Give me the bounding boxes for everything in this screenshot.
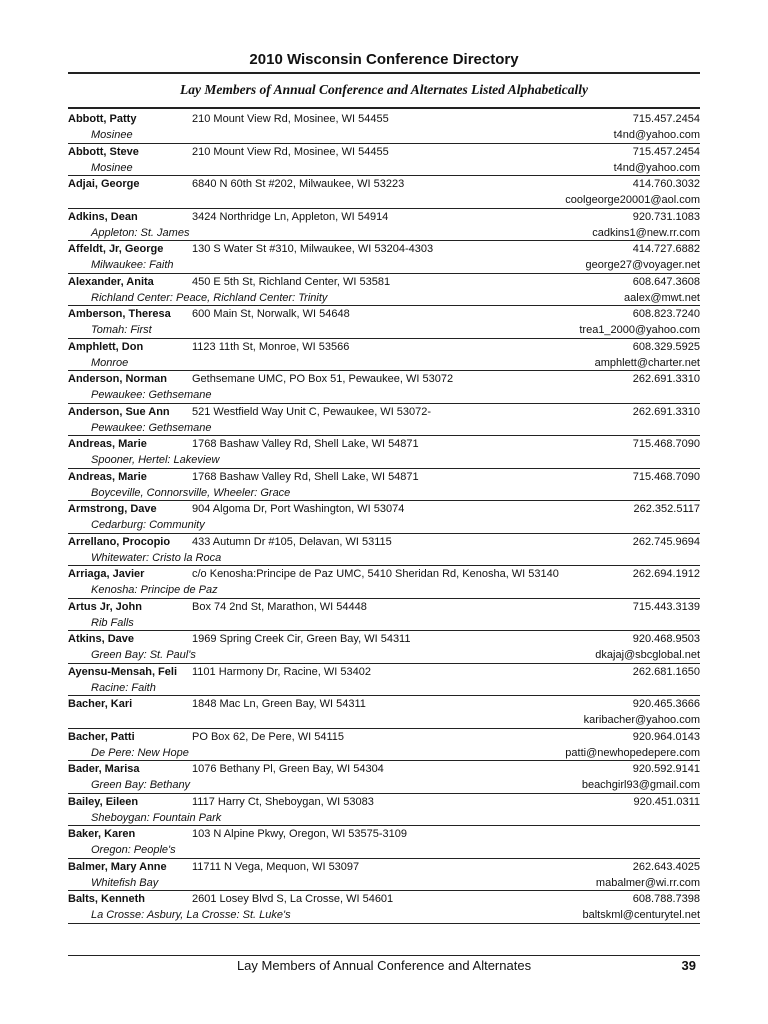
member-email[interactable]: dkajaj@sbcglobal.net bbox=[595, 649, 700, 662]
member-address: 210 Mount View Rd, Mosinee, WI 54455 bbox=[192, 145, 389, 158]
directory-entry bbox=[68, 599, 700, 632]
member-phone: 920.592.9141 bbox=[632, 763, 700, 775]
directory-entry bbox=[68, 209, 700, 242]
member-address: 11711 N Vega, Mequon, WI 53097 bbox=[192, 860, 360, 873]
member-phone: 715.443.3139 bbox=[632, 600, 700, 613]
member-address: 1076 Bethany Pl, Green Bay, WI 54304 bbox=[192, 763, 384, 775]
member-congregation: Cedarburg: Community bbox=[91, 519, 205, 532]
member-name: Balmer, Mary Anne bbox=[68, 860, 167, 873]
section-subtitle: Lay Members of Annual Conference and Alternates Listed Alphabetically bbox=[180, 82, 588, 97]
member-name: Anderson, Norman bbox=[68, 373, 168, 385]
member-name: Atkins, Dave bbox=[68, 633, 135, 645]
member-congregation: Sheboygan: Fountain Park bbox=[91, 811, 222, 824]
directory-entry bbox=[68, 696, 700, 729]
member-name: Alexander, Anita bbox=[68, 275, 154, 288]
directory-entry bbox=[68, 534, 700, 567]
member-congregation: Pewaukee: Gethsemane bbox=[91, 389, 212, 402]
member-phone: 715.468.7090 bbox=[632, 438, 700, 450]
member-congregation: Appleton: St. James bbox=[91, 226, 190, 239]
directory-entry bbox=[68, 891, 700, 924]
member-name: Bacher, Kari bbox=[68, 698, 133, 710]
member-email[interactable]: trea1_2000@yahoo.com bbox=[579, 324, 700, 337]
member-congregation bbox=[68, 712, 584, 728]
member-address: 1101 Harmony Dr, Racine, WI 53402 bbox=[192, 665, 371, 678]
page-number: 39 bbox=[681, 958, 696, 973]
member-email[interactable]: cadkins1@new.rr.com bbox=[592, 226, 700, 239]
member-phone: 262.694.1912 bbox=[632, 568, 700, 580]
member-name: Anderson, Sue Ann bbox=[68, 405, 170, 418]
member-address: 3424 Northridge Ln, Appleton, WI 54914 bbox=[192, 210, 389, 223]
member-congregation: Boyceville, Connorsville, Wheeler: Grace bbox=[91, 486, 291, 499]
member-congregation bbox=[68, 192, 565, 208]
member-address: PO Box 62, De Pere, WI 54115 bbox=[192, 730, 345, 743]
directory-entry bbox=[68, 241, 700, 274]
directory-entry bbox=[68, 306, 700, 339]
directory-entry bbox=[68, 469, 700, 502]
member-congregation: Milwaukee: Faith bbox=[91, 259, 174, 272]
member-congregation: De Pere: New Hope bbox=[91, 746, 189, 759]
page-footer bbox=[68, 958, 700, 976]
member-email[interactable]: patti@newhopedepere.com bbox=[565, 746, 700, 759]
member-phone: 920.465.3666 bbox=[632, 698, 700, 710]
member-phone: 715.457.2454 bbox=[632, 113, 700, 125]
member-email[interactable]: karibacher@yahoo.com bbox=[583, 714, 700, 727]
member-name: Amphlett, Don bbox=[68, 340, 144, 353]
member-address: 6840 N 60th St #202, Milwaukee, WI 53223 bbox=[192, 178, 405, 190]
member-name: Armstrong, Dave bbox=[68, 503, 157, 515]
member-name: Arrellano, Procopio bbox=[68, 535, 171, 548]
member-name: Balts, Kenneth bbox=[68, 893, 146, 905]
member-phone: 262.681.1650 bbox=[632, 665, 700, 678]
member-address: 1768 Bashaw Valley Rd, Shell Lake, WI 54871 bbox=[192, 438, 419, 450]
member-congregation: Mosinee bbox=[91, 161, 133, 174]
member-address: 521 Westfield Way Unit C, Pewaukee, WI 53072- bbox=[192, 405, 432, 418]
member-congregation: Whitefish Bay bbox=[91, 876, 159, 889]
member-email[interactable]: amphlett@charter.net bbox=[594, 356, 700, 369]
member-name: Bailey, Eileen bbox=[68, 795, 139, 808]
member-congregation: Whitewater: Cristo la Roca bbox=[91, 551, 222, 564]
member-phone: 608.647.3608 bbox=[632, 275, 700, 288]
directory-entry bbox=[68, 501, 700, 534]
directory-entries bbox=[68, 111, 700, 924]
member-name: Abbott, Patty bbox=[68, 113, 137, 125]
directory-entry bbox=[68, 566, 700, 599]
directory-entry bbox=[68, 274, 700, 307]
member-email[interactable]: t4nd@yahoo.com bbox=[613, 129, 700, 142]
member-name: Baker, Karen bbox=[68, 828, 136, 840]
member-address: 904 Algoma Dr, Port Washington, WI 53074 bbox=[192, 503, 405, 515]
member-phone: 608.823.7240 bbox=[632, 308, 700, 320]
member-phone: 262.745.9694 bbox=[632, 535, 700, 548]
directory-entry bbox=[68, 761, 700, 794]
directory-entry bbox=[68, 111, 700, 144]
member-address: 210 Mount View Rd, Mosinee, WI 54455 bbox=[192, 113, 389, 125]
member-congregation: Kenosha: Principe de Paz bbox=[91, 584, 218, 597]
member-address: 2601 Losey Blvd S, La Crosse, WI 54601 bbox=[192, 893, 394, 905]
member-congregation: Pewaukee: Gethsemane bbox=[91, 421, 212, 434]
directory-entry bbox=[68, 404, 700, 437]
directory-entry bbox=[68, 826, 700, 859]
member-congregation: Tomah: First bbox=[91, 324, 152, 337]
member-phone: 920.468.9503 bbox=[632, 633, 700, 645]
member-phone: 715.457.2454 bbox=[632, 145, 700, 158]
directory-entry bbox=[68, 176, 700, 209]
directory-entry bbox=[68, 729, 700, 762]
member-name: Affeldt, Jr, George bbox=[68, 243, 164, 255]
member-address: 1848 Mac Ln, Green Bay, WI 54311 bbox=[192, 698, 366, 710]
member-email[interactable]: beachgirl93@gmail.com bbox=[581, 779, 700, 792]
footer-text: Lay Members of Annual Conference and Alternates bbox=[236, 958, 532, 973]
member-phone: 414.760.3032 bbox=[632, 178, 700, 190]
member-name: Andreas, Marie bbox=[68, 438, 147, 450]
member-phone: 262.643.4025 bbox=[632, 860, 700, 873]
directory-entry bbox=[68, 859, 700, 892]
member-address: 1969 Spring Creek Cir, Green Bay, WI 54311 bbox=[192, 633, 411, 645]
directory-entry bbox=[68, 631, 700, 664]
directory-entry bbox=[68, 371, 700, 404]
member-congregation: La Crosse: Asbury, La Crosse: St. Luke's bbox=[91, 909, 291, 922]
member-email[interactable]: baltskml@centurytel.net bbox=[582, 909, 700, 922]
member-congregation: Oregon: People's bbox=[91, 844, 176, 857]
member-congregation: Mosinee bbox=[91, 129, 133, 142]
member-name: Adjai, George bbox=[68, 178, 140, 190]
member-phone: 262.352.5117 bbox=[633, 503, 700, 515]
member-email[interactable]: coolgeorge20001@aol.com bbox=[565, 194, 700, 207]
member-address: 1768 Bashaw Valley Rd, Shell Lake, WI 54871 bbox=[192, 470, 419, 483]
member-congregation: Rib Falls bbox=[91, 616, 134, 629]
member-address: c/o Kenosha:Principe de Paz UMC, 5410 Sheridan Rd, Kenosha, WI 53140 bbox=[192, 568, 559, 580]
directory-entry bbox=[68, 794, 700, 827]
member-address: 450 E 5th St, Richland Center, WI 53581 bbox=[192, 275, 391, 288]
member-address: 1117 Harry Ct, Sheboygan, WI 53083 bbox=[192, 795, 374, 808]
title-rule bbox=[68, 72, 700, 74]
member-address: Box 74 2nd St, Marathon, WI 54448 bbox=[192, 600, 367, 613]
member-name: Ayensu-Mensah, Feli bbox=[68, 665, 178, 678]
member-phone: 920.964.0143 bbox=[632, 730, 700, 743]
member-email[interactable]: aalex@mwt.net bbox=[624, 291, 700, 304]
member-email[interactable]: mabalmer@wi.rr.com bbox=[595, 876, 700, 889]
member-name: Adkins, Dean bbox=[68, 210, 138, 223]
footer-rule bbox=[68, 955, 700, 956]
directory-entry bbox=[68, 664, 700, 697]
member-congregation: Green Bay: St. Paul's bbox=[91, 649, 196, 662]
directory-entry bbox=[68, 339, 700, 372]
member-name: Bacher, Patti bbox=[68, 730, 135, 743]
subtitle-rule bbox=[68, 107, 700, 109]
member-name: Bader, Marisa bbox=[68, 763, 140, 775]
member-name: Amberson, Theresa bbox=[68, 308, 171, 320]
member-phone: 608.788.7398 bbox=[632, 893, 700, 905]
member-name: Arriaga, Javier bbox=[68, 568, 145, 580]
member-email[interactable]: t4nd@yahoo.com bbox=[613, 161, 700, 174]
member-address: 600 Main St, Norwalk, WI 54648 bbox=[192, 308, 350, 320]
member-congregation: Racine: Faith bbox=[91, 681, 156, 694]
page-title: 2010 Wisconsin Conference Directory bbox=[249, 51, 519, 68]
directory-entry bbox=[68, 436, 700, 469]
member-address: 130 S Water St #310, Milwaukee, WI 53204-4303 bbox=[192, 243, 434, 255]
member-address: 1123 11th St, Monroe, WI 53566 bbox=[192, 340, 350, 353]
member-phone: 608.329.5925 bbox=[632, 340, 700, 353]
member-email[interactable]: george27@voyager.net bbox=[585, 259, 700, 272]
directory-entry bbox=[68, 144, 700, 177]
member-phone: 920.451.0311 bbox=[633, 795, 700, 808]
member-address: 103 N Alpine Pkwy, Oregon, WI 53575-3109 bbox=[192, 828, 408, 840]
member-name: Artus Jr, John bbox=[68, 600, 142, 613]
member-address: Gethsemane UMC, PO Box 51, Pewaukee, WI 53072 bbox=[192, 373, 454, 385]
member-name: Abbott, Steve bbox=[68, 145, 139, 158]
member-name: Andreas, Marie bbox=[68, 470, 147, 483]
member-congregation: Green Bay: Bethany bbox=[91, 779, 191, 792]
member-phone: 262.691.3310 bbox=[632, 373, 700, 385]
member-congregation: Spooner, Hertel: Lakeview bbox=[91, 454, 220, 467]
member-phone: 920.731.1083 bbox=[632, 210, 700, 223]
member-phone: 414.727.6882 bbox=[632, 243, 700, 255]
member-phone: 262.691.3310 bbox=[632, 405, 700, 418]
member-congregation: Richland Center: Peace, Richland Center: Trinity bbox=[91, 291, 328, 304]
member-congregation: Monroe bbox=[91, 356, 129, 369]
member-phone: 715.468.7090 bbox=[632, 470, 700, 483]
member-address: 433 Autumn Dr #105, Delavan, WI 53115 bbox=[192, 535, 392, 548]
